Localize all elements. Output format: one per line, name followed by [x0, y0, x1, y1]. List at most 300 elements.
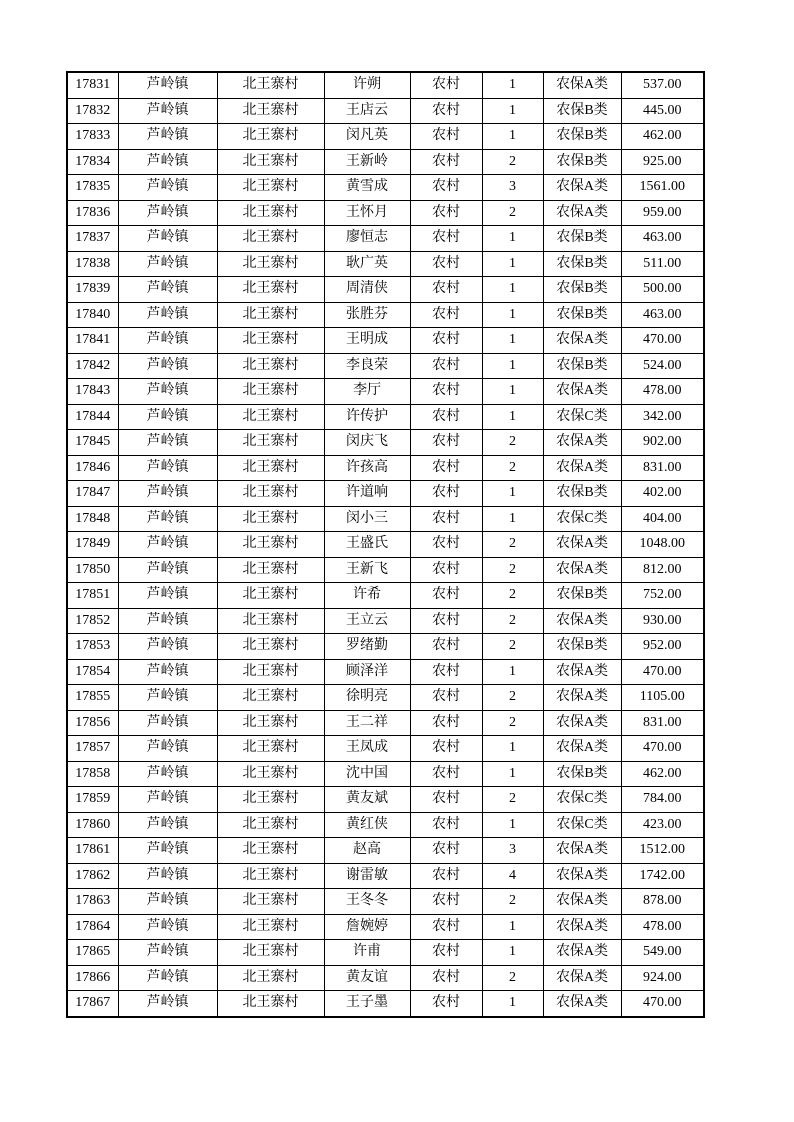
cell-amount: 470.00	[621, 736, 704, 762]
cell-town: 芦岭镇	[118, 583, 217, 609]
cell-amount: 1742.00	[621, 863, 704, 889]
cell-residence-type: 农村	[410, 557, 482, 583]
cell-person-name: 许甫	[324, 940, 410, 966]
cell-insurance-category: 农保A类	[543, 532, 621, 558]
cell-person-name: 王明成	[324, 328, 410, 354]
table-row	[67, 787, 704, 813]
cell-village: 北王寨村	[217, 965, 324, 991]
table-row	[67, 812, 704, 838]
cell-person-name: 李厅	[324, 379, 410, 405]
cell-village: 北王寨村	[217, 812, 324, 838]
cell-residence-type: 农村	[410, 532, 482, 558]
cell-village: 北王寨村	[217, 481, 324, 507]
table-row	[67, 98, 704, 124]
cell-town: 芦岭镇	[118, 889, 217, 915]
table-row	[67, 940, 704, 966]
table-row	[67, 481, 704, 507]
cell-person-name: 王怀月	[324, 200, 410, 226]
cell-village: 北王寨村	[217, 608, 324, 634]
cell-insurance-category: 农保A类	[543, 200, 621, 226]
cell-person-name: 周清侠	[324, 277, 410, 303]
cell-serial-number: 17850	[67, 557, 118, 583]
cell-residence-type: 农村	[410, 72, 482, 98]
cell-village: 北王寨村	[217, 991, 324, 1017]
cell-town: 芦岭镇	[118, 991, 217, 1017]
table-row	[67, 838, 704, 864]
cell-amount: 463.00	[621, 302, 704, 328]
cell-residence-type: 农村	[410, 863, 482, 889]
table-row	[67, 685, 704, 711]
cell-village: 北王寨村	[217, 634, 324, 660]
cell-amount: 925.00	[621, 149, 704, 175]
table-row	[67, 200, 704, 226]
cell-serial-number: 17861	[67, 838, 118, 864]
cell-town: 芦岭镇	[118, 175, 217, 201]
cell-village: 北王寨村	[217, 914, 324, 940]
cell-village: 北王寨村	[217, 379, 324, 405]
cell-person-name: 廖恒志	[324, 226, 410, 252]
cell-insurance-category: 农保A类	[543, 430, 621, 456]
cell-town: 芦岭镇	[118, 379, 217, 405]
cell-town: 芦岭镇	[118, 863, 217, 889]
cell-person-name: 李良荣	[324, 353, 410, 379]
cell-town: 芦岭镇	[118, 226, 217, 252]
cell-village: 北王寨村	[217, 302, 324, 328]
cell-amount: 462.00	[621, 124, 704, 150]
cell-serial-number: 17836	[67, 200, 118, 226]
table-row	[67, 583, 704, 609]
table-row	[67, 455, 704, 481]
cell-amount: 445.00	[621, 98, 704, 124]
cell-residence-type: 农村	[410, 98, 482, 124]
cell-insurance-category: 农保C类	[543, 506, 621, 532]
cell-amount: 924.00	[621, 965, 704, 991]
cell-serial-number: 17854	[67, 659, 118, 685]
cell-town: 芦岭镇	[118, 914, 217, 940]
cell-town: 芦岭镇	[118, 124, 217, 150]
cell-insurance-category: 农保A类	[543, 863, 621, 889]
cell-town: 芦岭镇	[118, 277, 217, 303]
cell-village: 北王寨村	[217, 430, 324, 456]
cell-serial-number: 17845	[67, 430, 118, 456]
cell-amount: 404.00	[621, 506, 704, 532]
cell-insurance-category: 农保B类	[543, 583, 621, 609]
cell-residence-type: 农村	[410, 430, 482, 456]
cell-residence-type: 农村	[410, 659, 482, 685]
cell-residence-type: 农村	[410, 940, 482, 966]
cell-serial-number: 17852	[67, 608, 118, 634]
cell-person-count: 2	[482, 149, 543, 175]
cell-person-name: 王新飞	[324, 557, 410, 583]
cell-town: 芦岭镇	[118, 149, 217, 175]
cell-insurance-category: 农保C类	[543, 404, 621, 430]
cell-insurance-category: 农保A类	[543, 710, 621, 736]
table-row	[67, 72, 704, 98]
cell-village: 北王寨村	[217, 455, 324, 481]
cell-amount: 511.00	[621, 251, 704, 277]
cell-person-count: 1	[482, 98, 543, 124]
cell-serial-number: 17848	[67, 506, 118, 532]
cell-town: 芦岭镇	[118, 812, 217, 838]
cell-person-count: 1	[482, 404, 543, 430]
cell-town: 芦岭镇	[118, 787, 217, 813]
cell-village: 北王寨村	[217, 200, 324, 226]
cell-insurance-category: 农保C类	[543, 787, 621, 813]
cell-serial-number: 17847	[67, 481, 118, 507]
cell-amount: 952.00	[621, 634, 704, 660]
cell-person-name: 沈中国	[324, 761, 410, 787]
cell-insurance-category: 农保A类	[543, 685, 621, 711]
cell-person-name: 黄红侠	[324, 812, 410, 838]
table-row	[67, 659, 704, 685]
table-row	[67, 863, 704, 889]
cell-person-name: 许孩高	[324, 455, 410, 481]
cell-person-count: 1	[482, 914, 543, 940]
cell-village: 北王寨村	[217, 149, 324, 175]
cell-amount: 470.00	[621, 991, 704, 1017]
cell-residence-type: 农村	[410, 200, 482, 226]
cell-person-count: 2	[482, 685, 543, 711]
table-row	[67, 149, 704, 175]
cell-insurance-category: 农保A类	[543, 889, 621, 915]
cell-village: 北王寨村	[217, 787, 324, 813]
cell-amount: 549.00	[621, 940, 704, 966]
cell-person-count: 2	[482, 430, 543, 456]
cell-town: 芦岭镇	[118, 430, 217, 456]
cell-residence-type: 农村	[410, 506, 482, 532]
cell-person-count: 1	[482, 761, 543, 787]
cell-person-count: 2	[482, 608, 543, 634]
cell-amount: 470.00	[621, 659, 704, 685]
cell-town: 芦岭镇	[118, 328, 217, 354]
cell-insurance-category: 农保B类	[543, 634, 621, 660]
cell-residence-type: 农村	[410, 812, 482, 838]
table-row	[67, 557, 704, 583]
cell-serial-number: 17866	[67, 965, 118, 991]
cell-serial-number: 17851	[67, 583, 118, 609]
cell-village: 北王寨村	[217, 506, 324, 532]
cell-residence-type: 农村	[410, 251, 482, 277]
cell-serial-number: 17863	[67, 889, 118, 915]
cell-amount: 463.00	[621, 226, 704, 252]
cell-person-count: 1	[482, 328, 543, 354]
records-table	[66, 71, 705, 1018]
cell-amount: 878.00	[621, 889, 704, 915]
cell-insurance-category: 农保B类	[543, 277, 621, 303]
cell-insurance-category: 农保A类	[543, 736, 621, 762]
cell-person-name: 闵庆飞	[324, 430, 410, 456]
table-row	[67, 634, 704, 660]
cell-person-name: 王二祥	[324, 710, 410, 736]
cell-insurance-category: 农保A类	[543, 328, 621, 354]
table-row	[67, 506, 704, 532]
cell-person-name: 王盛氏	[324, 532, 410, 558]
cell-serial-number: 17842	[67, 353, 118, 379]
cell-village: 北王寨村	[217, 710, 324, 736]
cell-village: 北王寨村	[217, 838, 324, 864]
cell-person-count: 2	[482, 634, 543, 660]
cell-serial-number: 17834	[67, 149, 118, 175]
cell-person-count: 1	[482, 124, 543, 150]
cell-serial-number: 17865	[67, 940, 118, 966]
cell-person-count: 3	[482, 838, 543, 864]
cell-village: 北王寨村	[217, 583, 324, 609]
cell-residence-type: 农村	[410, 608, 482, 634]
cell-amount: 1048.00	[621, 532, 704, 558]
table-row	[67, 532, 704, 558]
cell-person-name: 黄友斌	[324, 787, 410, 813]
cell-town: 芦岭镇	[118, 940, 217, 966]
cell-residence-type: 农村	[410, 124, 482, 150]
cell-town: 芦岭镇	[118, 761, 217, 787]
cell-amount: 500.00	[621, 277, 704, 303]
cell-person-name: 许希	[324, 583, 410, 609]
cell-village: 北王寨村	[217, 889, 324, 915]
cell-village: 北王寨村	[217, 532, 324, 558]
cell-amount: 831.00	[621, 710, 704, 736]
cell-town: 芦岭镇	[118, 685, 217, 711]
cell-insurance-category: 农保A类	[543, 175, 621, 201]
cell-person-count: 2	[482, 583, 543, 609]
cell-person-count: 1	[482, 251, 543, 277]
cell-residence-type: 农村	[410, 149, 482, 175]
cell-serial-number: 17862	[67, 863, 118, 889]
cell-village: 北王寨村	[217, 98, 324, 124]
cell-serial-number: 17832	[67, 98, 118, 124]
cell-person-count: 1	[482, 991, 543, 1017]
cell-amount: 342.00	[621, 404, 704, 430]
table-row	[67, 379, 704, 405]
cell-residence-type: 农村	[410, 787, 482, 813]
cell-residence-type: 农村	[410, 634, 482, 660]
cell-town: 芦岭镇	[118, 98, 217, 124]
cell-person-count: 1	[482, 379, 543, 405]
cell-person-count: 1	[482, 481, 543, 507]
table-row	[67, 277, 704, 303]
cell-residence-type: 农村	[410, 736, 482, 762]
cell-village: 北王寨村	[217, 685, 324, 711]
table-row	[67, 736, 704, 762]
cell-town: 芦岭镇	[118, 251, 217, 277]
cell-village: 北王寨村	[217, 226, 324, 252]
cell-amount: 462.00	[621, 761, 704, 787]
cell-residence-type: 农村	[410, 965, 482, 991]
cell-person-name: 罗绪勤	[324, 634, 410, 660]
table-row	[67, 226, 704, 252]
cell-amount: 1105.00	[621, 685, 704, 711]
cell-person-count: 1	[482, 659, 543, 685]
table-row	[67, 710, 704, 736]
cell-serial-number: 17843	[67, 379, 118, 405]
cell-person-count: 2	[482, 200, 543, 226]
cell-insurance-category: 农保B类	[543, 226, 621, 252]
cell-serial-number: 17860	[67, 812, 118, 838]
cell-amount: 478.00	[621, 379, 704, 405]
cell-serial-number: 17831	[67, 72, 118, 98]
cell-town: 芦岭镇	[118, 608, 217, 634]
cell-person-name: 耿广英	[324, 251, 410, 277]
cell-person-count: 2	[482, 965, 543, 991]
cell-serial-number: 17838	[67, 251, 118, 277]
cell-serial-number: 17849	[67, 532, 118, 558]
cell-residence-type: 农村	[410, 991, 482, 1017]
cell-person-count: 3	[482, 175, 543, 201]
cell-amount: 537.00	[621, 72, 704, 98]
cell-serial-number: 17867	[67, 991, 118, 1017]
cell-residence-type: 农村	[410, 226, 482, 252]
cell-person-count: 2	[482, 889, 543, 915]
cell-person-name: 王新岭	[324, 149, 410, 175]
table-row	[67, 328, 704, 354]
table-row	[67, 124, 704, 150]
cell-person-count: 2	[482, 532, 543, 558]
cell-town: 芦岭镇	[118, 736, 217, 762]
cell-insurance-category: 农保A类	[543, 991, 621, 1017]
cell-person-name: 闵小三	[324, 506, 410, 532]
cell-amount: 524.00	[621, 353, 704, 379]
cell-serial-number: 17839	[67, 277, 118, 303]
cell-insurance-category: 农保A类	[543, 379, 621, 405]
cell-insurance-category: 农保B类	[543, 761, 621, 787]
cell-amount: 402.00	[621, 481, 704, 507]
cell-residence-type: 农村	[410, 761, 482, 787]
cell-person-name: 张胜芬	[324, 302, 410, 328]
cell-amount: 478.00	[621, 914, 704, 940]
cell-person-name: 王凤成	[324, 736, 410, 762]
cell-serial-number: 17846	[67, 455, 118, 481]
cell-village: 北王寨村	[217, 277, 324, 303]
cell-village: 北王寨村	[217, 736, 324, 762]
cell-serial-number: 17858	[67, 761, 118, 787]
cell-residence-type: 农村	[410, 277, 482, 303]
cell-town: 芦岭镇	[118, 481, 217, 507]
cell-town: 芦岭镇	[118, 404, 217, 430]
cell-person-name: 徐明亮	[324, 685, 410, 711]
cell-residence-type: 农村	[410, 175, 482, 201]
cell-person-count: 4	[482, 863, 543, 889]
cell-residence-type: 农村	[410, 583, 482, 609]
cell-village: 北王寨村	[217, 659, 324, 685]
cell-person-count: 2	[482, 455, 543, 481]
cell-town: 芦岭镇	[118, 353, 217, 379]
table-body	[67, 72, 704, 1017]
cell-town: 芦岭镇	[118, 72, 217, 98]
cell-person-count: 1	[482, 353, 543, 379]
cell-serial-number: 17864	[67, 914, 118, 940]
table-row	[67, 430, 704, 456]
cell-person-count: 2	[482, 710, 543, 736]
cell-village: 北王寨村	[217, 761, 324, 787]
cell-person-name: 谢雷敏	[324, 863, 410, 889]
cell-person-count: 2	[482, 557, 543, 583]
cell-person-count: 1	[482, 302, 543, 328]
cell-amount: 470.00	[621, 328, 704, 354]
cell-insurance-category: 农保A类	[543, 965, 621, 991]
cell-insurance-category: 农保B类	[543, 481, 621, 507]
cell-serial-number: 17853	[67, 634, 118, 660]
cell-person-count: 1	[482, 736, 543, 762]
cell-residence-type: 农村	[410, 455, 482, 481]
cell-village: 北王寨村	[217, 328, 324, 354]
cell-village: 北王寨村	[217, 940, 324, 966]
cell-serial-number: 17835	[67, 175, 118, 201]
cell-residence-type: 农村	[410, 710, 482, 736]
cell-person-name: 詹婉婷	[324, 914, 410, 940]
cell-person-name: 赵高	[324, 838, 410, 864]
table-row	[67, 965, 704, 991]
cell-insurance-category: 农保B类	[543, 302, 621, 328]
cell-person-name: 许传护	[324, 404, 410, 430]
cell-serial-number: 17840	[67, 302, 118, 328]
cell-town: 芦岭镇	[118, 634, 217, 660]
cell-insurance-category: 农保A类	[543, 940, 621, 966]
cell-residence-type: 农村	[410, 302, 482, 328]
cell-town: 芦岭镇	[118, 557, 217, 583]
cell-town: 芦岭镇	[118, 506, 217, 532]
cell-village: 北王寨村	[217, 863, 324, 889]
cell-insurance-category: 农保B类	[543, 98, 621, 124]
cell-village: 北王寨村	[217, 404, 324, 430]
table-row	[67, 404, 704, 430]
cell-residence-type: 农村	[410, 328, 482, 354]
table-row	[67, 353, 704, 379]
cell-residence-type: 农村	[410, 353, 482, 379]
cell-village: 北王寨村	[217, 72, 324, 98]
cell-person-name: 许道响	[324, 481, 410, 507]
table-row	[67, 889, 704, 915]
cell-person-name: 闵凡英	[324, 124, 410, 150]
cell-residence-type: 农村	[410, 889, 482, 915]
cell-amount: 784.00	[621, 787, 704, 813]
cell-residence-type: 农村	[410, 379, 482, 405]
cell-insurance-category: 农保B类	[543, 124, 621, 150]
table-row	[67, 608, 704, 634]
cell-amount: 812.00	[621, 557, 704, 583]
cell-insurance-category: 农保A类	[543, 914, 621, 940]
cell-village: 北王寨村	[217, 175, 324, 201]
cell-village: 北王寨村	[217, 251, 324, 277]
table-row	[67, 914, 704, 940]
cell-town: 芦岭镇	[118, 838, 217, 864]
table-row	[67, 251, 704, 277]
cell-amount: 959.00	[621, 200, 704, 226]
cell-insurance-category: 农保B类	[543, 149, 621, 175]
cell-village: 北王寨村	[217, 353, 324, 379]
cell-town: 芦岭镇	[118, 659, 217, 685]
cell-serial-number: 17844	[67, 404, 118, 430]
cell-serial-number: 17855	[67, 685, 118, 711]
cell-person-name: 许朔	[324, 72, 410, 98]
cell-amount: 1512.00	[621, 838, 704, 864]
cell-serial-number: 17856	[67, 710, 118, 736]
cell-person-name: 王冬冬	[324, 889, 410, 915]
cell-person-count: 1	[482, 506, 543, 532]
cell-town: 芦岭镇	[118, 965, 217, 991]
cell-town: 芦岭镇	[118, 455, 217, 481]
cell-residence-type: 农村	[410, 685, 482, 711]
cell-amount: 930.00	[621, 608, 704, 634]
cell-insurance-category: 农保A类	[543, 608, 621, 634]
cell-insurance-category: 农保A类	[543, 557, 621, 583]
cell-residence-type: 农村	[410, 914, 482, 940]
cell-serial-number: 17833	[67, 124, 118, 150]
cell-serial-number: 17859	[67, 787, 118, 813]
cell-serial-number: 17837	[67, 226, 118, 252]
cell-person-name: 黄雪成	[324, 175, 410, 201]
cell-insurance-category: 农保B类	[543, 251, 621, 277]
cell-person-count: 1	[482, 72, 543, 98]
cell-amount: 752.00	[621, 583, 704, 609]
